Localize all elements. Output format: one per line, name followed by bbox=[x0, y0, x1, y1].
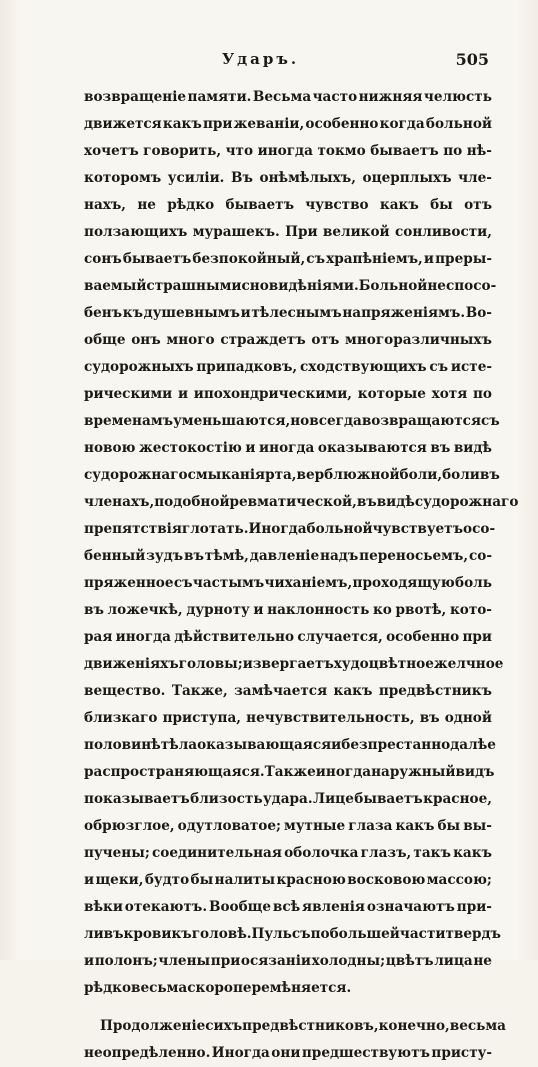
text-line: распространяющаяся. Также иногда наружный видъ bbox=[84, 764, 495, 780]
text-line: Продолженіе сихъ предвѣстниковъ, конечно, весьма bbox=[100, 1018, 506, 1034]
text-line: нахъ, не рѣдко бываетъ чувство какъ бы отъ bbox=[84, 197, 492, 213]
paragraph bbox=[84, 84, 519, 1002]
text-line: движется какъ при жеваніи, особенно когда больной bbox=[84, 116, 492, 132]
page-number: 505 bbox=[455, 50, 489, 69]
text-line: неопредѣленно. Иногда они предшествуютъ присту- bbox=[84, 1045, 492, 1061]
text-line: ливъ крови къ головѣ. Пульсъ по большей части твердъ bbox=[84, 926, 501, 942]
text-line: обще онъ много страждетъ отъ многоразличныхъ bbox=[84, 332, 492, 348]
text-line: бенъ къ душевнымъ и тѣлеснымъ напряженіямъ. Во- bbox=[84, 305, 492, 321]
text-line: судорожнаго смыканія рта, верблюжной боли, боли въ bbox=[84, 467, 500, 483]
text-line: близкаго приступа, нечувствительность, въ одной bbox=[84, 710, 492, 726]
text-line: новою жестокостію и иногда оказываются въ видѣ bbox=[84, 440, 492, 456]
running-head: Ударъ. bbox=[222, 50, 300, 68]
text-line: и щеки, будто бы налиты красною восковою массою; bbox=[84, 872, 492, 888]
text-line: ваемый страшными сновидѣніями. Больной не спосо- bbox=[84, 278, 497, 294]
body-text bbox=[84, 84, 519, 1067]
text-line: обрюзглое, одутловатое; мутные глаза какъ бы вы- bbox=[84, 818, 492, 834]
text-line: пучены; соединительная оболочка глазъ, такъ какъ bbox=[84, 845, 492, 861]
text-line: бенный зудъ въ тѣмѣ, давленіе надъ переносьемъ, со- bbox=[84, 548, 492, 564]
text-line: сонъ бываетъ безпокойный, съ храпѣніемъ, и преры- bbox=[84, 251, 492, 267]
paragraph bbox=[84, 1013, 506, 1067]
text-line: которомъ усиліи. Въ онѣмѣлыхъ, оцерплыхъ чле- bbox=[84, 170, 492, 186]
page-header bbox=[84, 50, 489, 74]
text-line: членахъ, подобной ревматической, въ видѣ судорожнаго bbox=[84, 494, 519, 510]
text-line: вещество. Также, замѣчается какъ предвѣстникъ bbox=[84, 683, 492, 699]
text-line: движеніяхъ головы; извергаетъ худоцвѣтное желчное bbox=[84, 656, 504, 672]
text-line: рѣдко весьма скоро перемѣняется. bbox=[84, 980, 352, 996]
text-line: ползающихъ мурашекъ. При великой сонливости, bbox=[84, 224, 492, 240]
text-line: рая иногда дѣйствительно случается, особенно при bbox=[84, 629, 492, 645]
text-line: показываетъ близость удара. Лице бываетъ красное, bbox=[84, 791, 492, 807]
text-line: временамъ уменьшаются, но всегда возвращаются съ bbox=[84, 413, 500, 429]
text-line: судорожныхъ припадковъ, сходствующихъ съ исте- bbox=[84, 359, 492, 375]
text-line: возвращеніе памяти. Весьма часто нижняя челюсть bbox=[84, 89, 492, 105]
text-line: и полонъ; члены при осязаніи холодны; цвѣтъ лица не bbox=[84, 953, 492, 969]
text-line: вѣки отекаютъ. Вообще всѣ явленія означаютъ при- bbox=[84, 899, 492, 915]
text-line: хочетъ говорить, что иногда токмо бываетъ по нѣ- bbox=[84, 143, 492, 159]
text-line: препятствія глотать. Иногда больной чувствуетъ осо- bbox=[84, 521, 496, 537]
text-line: въ ложечкѣ, дурноту и наклонность ко рвотѣ, кото- bbox=[84, 602, 492, 618]
text-line: пряженное съ частымъ чиханіемъ, проходящую боль bbox=[84, 575, 492, 591]
text-line: рическими и ипохондрическими, которые хотя по bbox=[84, 386, 492, 402]
text-line: половинѣ тѣла оказывающаяся и безпрестанно далѣе bbox=[84, 737, 496, 753]
paragraph-gap bbox=[84, 1002, 492, 1013]
